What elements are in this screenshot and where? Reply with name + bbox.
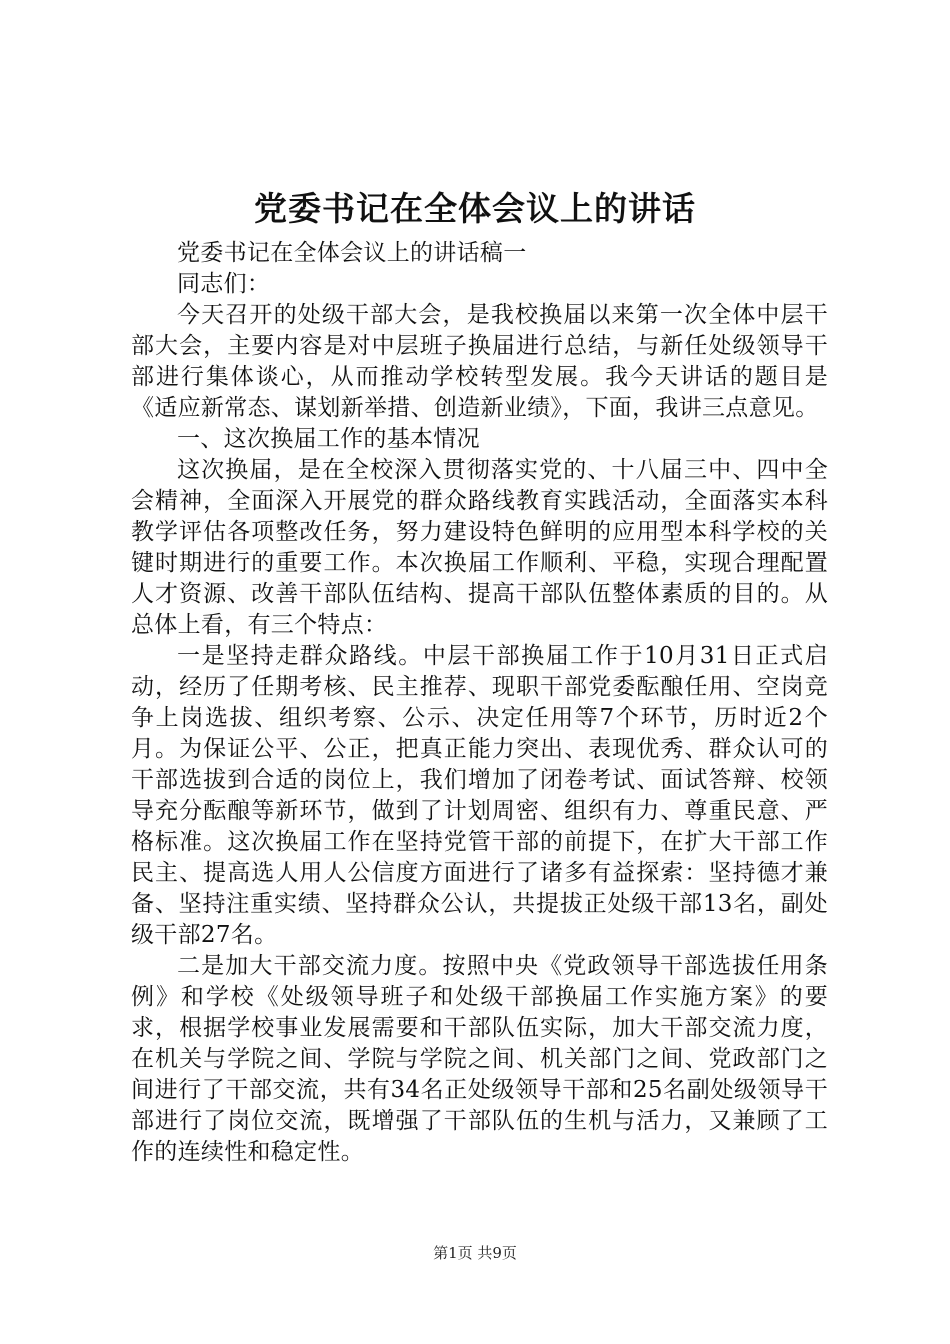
section-heading: 一、这次换届工作的基本情况 xyxy=(177,426,480,452)
document-title: 党委书记在全体会议上的讲话 xyxy=(254,189,696,228)
paragraph: 二是加大干部交流力度。按照中央《党政领导干部选拔任用条例》和学校《处级领导班子和处级干部换届工作实施方案》的要求，根据学校事业发展需要和干部队伍实际，加大干部交流力度，在机关与学院之间、学院与学院之间、机关部门之间、党政部门之间进行了干部交流，共有34名正处级领导干部和25名副处级领导干部进行了岗位交流，既增强了干部队伍的生机与活力，又兼顾了工作的连续性和稳定性。 xyxy=(131,953,828,1165)
page-number-footer: 第1页 共9页 xyxy=(433,1244,517,1262)
document-body xyxy=(131,238,828,1168)
paragraph-subtitle: 党委书记在全体会议上的讲话稿一 xyxy=(177,240,527,266)
paragraph: 这次换届，是在全校深入贯彻落实党的、十八届三中、四中全会精神，全面深入开展党的群众路线教育实践活动，全面落实本科教学评估各项整改任务，努力建设特色鲜明的应用型本科学校的关键时期进行的重要工作。本次换届工作顺利、平稳，实现合理配置人才资源、改善干部队伍结构、提高干部队伍整体素质的目的。从总体上看，有三个特点： xyxy=(131,457,828,638)
paragraph-salutation: 同志们： xyxy=(177,271,271,297)
paragraph: 一是坚持走群众路线。中层干部换届工作于10月31日正式启动，经历了任期考核、民主推荐、现职干部党委酝酿任用、空岗竞争上岗选拔、组织考察、公示、决定任用等7个环节，历时近2个月。为保证公平、公正，把真正能力突出、表现优秀、群众认可的干部选拔到合适的岗位上，我们增加了闭卷考试、面试答辩、校领导充分酝酿等新环节，做到了计划周密、组织有力、尊重民意、严格标准。这次换届工作在坚持党管干部的前提下，在扩大干部工作民主、提高选人用人公信度方面进行了诸多有益探索：坚持德才兼备、坚持注重实绩、坚持群众公认，共提拔正处级干部13名，副处级干部27名。 xyxy=(131,643,828,948)
paragraph: 今天召开的处级干部大会，是我校换届以来第一次全体中层干部大会，主要内容是对中层班子换届进行总结，与新任处级领导干部进行集体谈心，从而推动学校转型发展。我今天讲话的题目是《适应新常态、谋划新举措、创造新业绩》，下面，我讲三点意见。 xyxy=(131,302,828,421)
